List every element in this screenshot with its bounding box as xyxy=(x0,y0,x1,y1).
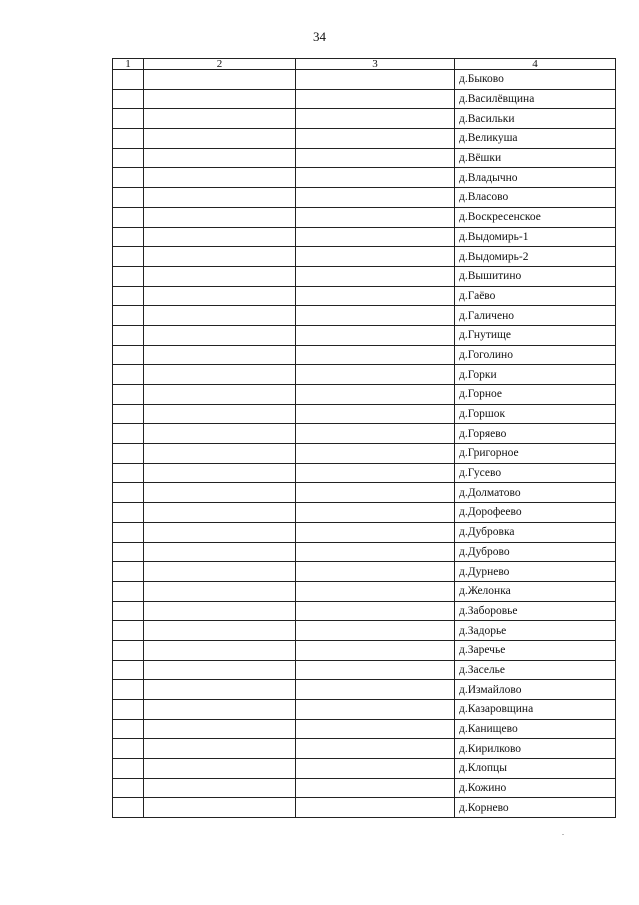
empty-cell-col-1 xyxy=(113,503,144,523)
empty-cell-col-1 xyxy=(113,129,144,149)
settlement-name-cell: д.Григорное xyxy=(455,444,616,464)
empty-cell-col-3 xyxy=(296,562,455,582)
table-header-row xyxy=(113,59,616,70)
empty-cell-col-1 xyxy=(113,581,144,601)
empty-cell-col-1 xyxy=(113,266,144,286)
empty-cell-col-2 xyxy=(144,463,296,483)
empty-cell-col-1 xyxy=(113,168,144,188)
settlement-name-cell: д.Измайлово xyxy=(455,680,616,700)
empty-cell-col-2 xyxy=(144,483,296,503)
settlement-name-cell: д.Дурнево xyxy=(455,562,616,582)
empty-cell-col-3 xyxy=(296,306,455,326)
empty-cell-col-3 xyxy=(296,444,455,464)
empty-cell-col-3 xyxy=(296,581,455,601)
empty-cell-col-1 xyxy=(113,404,144,424)
empty-cell-col-3 xyxy=(296,680,455,700)
empty-cell-col-3 xyxy=(296,325,455,345)
empty-cell-col-2 xyxy=(144,70,296,90)
settlement-name-cell: д.Гусево xyxy=(455,463,616,483)
empty-cell-col-2 xyxy=(144,542,296,562)
settlement-name-cell: д.Гаёво xyxy=(455,286,616,306)
table-row xyxy=(113,680,616,700)
table-row xyxy=(113,798,616,818)
table-row xyxy=(113,365,616,385)
table-row xyxy=(113,129,616,149)
empty-cell-col-1 xyxy=(113,798,144,818)
empty-cell-col-2 xyxy=(144,581,296,601)
table-row xyxy=(113,444,616,464)
empty-cell-col-3 xyxy=(296,207,455,227)
settlement-name-cell: д.Клопцы xyxy=(455,759,616,779)
column-header-2: 2 xyxy=(144,59,296,70)
table-row xyxy=(113,660,616,680)
empty-cell-col-2 xyxy=(144,444,296,464)
empty-cell-col-2 xyxy=(144,227,296,247)
empty-cell-col-1 xyxy=(113,444,144,464)
table-row xyxy=(113,168,616,188)
empty-cell-col-3 xyxy=(296,385,455,405)
empty-cell-col-2 xyxy=(144,562,296,582)
empty-cell-col-2 xyxy=(144,207,296,227)
empty-cell-col-1 xyxy=(113,700,144,720)
settlement-name-cell: д.Горшок xyxy=(455,404,616,424)
empty-cell-col-1 xyxy=(113,778,144,798)
settlements-table xyxy=(112,58,616,818)
table-row xyxy=(113,325,616,345)
empty-cell-col-2 xyxy=(144,700,296,720)
settlement-name-cell: д.Канищево xyxy=(455,719,616,739)
empty-cell-col-1 xyxy=(113,483,144,503)
empty-cell-col-2 xyxy=(144,306,296,326)
settlement-name-cell: д.Заречье xyxy=(455,640,616,660)
empty-cell-col-2 xyxy=(144,168,296,188)
empty-cell-col-3 xyxy=(296,503,455,523)
table-row xyxy=(113,266,616,286)
table-row xyxy=(113,503,616,523)
settlement-name-cell: д.Гнутище xyxy=(455,325,616,345)
empty-cell-col-2 xyxy=(144,601,296,621)
empty-cell-col-2 xyxy=(144,798,296,818)
empty-cell-col-3 xyxy=(296,424,455,444)
empty-cell-col-1 xyxy=(113,286,144,306)
empty-cell-col-2 xyxy=(144,188,296,208)
empty-cell-col-3 xyxy=(296,227,455,247)
empty-cell-col-2 xyxy=(144,148,296,168)
empty-cell-col-2 xyxy=(144,129,296,149)
empty-cell-col-3 xyxy=(296,640,455,660)
settlement-name-cell: д.Владычно xyxy=(455,168,616,188)
empty-cell-col-2 xyxy=(144,325,296,345)
table-row xyxy=(113,542,616,562)
settlement-name-cell: д.Казаровщина xyxy=(455,700,616,720)
empty-cell-col-1 xyxy=(113,345,144,365)
settlement-name-cell: д.Задорье xyxy=(455,621,616,641)
empty-cell-col-2 xyxy=(144,385,296,405)
empty-cell-col-3 xyxy=(296,601,455,621)
empty-cell-col-3 xyxy=(296,463,455,483)
empty-cell-col-2 xyxy=(144,522,296,542)
settlement-name-cell: д.Воскресенское xyxy=(455,207,616,227)
empty-cell-col-3 xyxy=(296,522,455,542)
settlement-name-cell: д.Горки xyxy=(455,365,616,385)
settlement-name-cell: д.Кожино xyxy=(455,778,616,798)
empty-cell-col-2 xyxy=(144,345,296,365)
empty-cell-col-3 xyxy=(296,483,455,503)
empty-cell-col-2 xyxy=(144,503,296,523)
empty-cell-col-2 xyxy=(144,759,296,779)
empty-cell-col-3 xyxy=(296,129,455,149)
empty-cell-col-1 xyxy=(113,207,144,227)
empty-cell-col-3 xyxy=(296,542,455,562)
settlement-name-cell: д.Дуброво xyxy=(455,542,616,562)
empty-cell-col-2 xyxy=(144,109,296,129)
table-row xyxy=(113,286,616,306)
empty-cell-col-2 xyxy=(144,739,296,759)
settlement-name-cell: д.Дорофеево xyxy=(455,503,616,523)
empty-cell-col-2 xyxy=(144,286,296,306)
empty-cell-col-1 xyxy=(113,70,144,90)
table-row xyxy=(113,188,616,208)
empty-cell-col-1 xyxy=(113,188,144,208)
empty-cell-col-3 xyxy=(296,798,455,818)
settlement-name-cell: д.Засельe xyxy=(455,660,616,680)
empty-cell-col-2 xyxy=(144,89,296,109)
empty-cell-col-1 xyxy=(113,739,144,759)
table-row xyxy=(113,247,616,267)
empty-cell-col-2 xyxy=(144,266,296,286)
empty-cell-col-2 xyxy=(144,365,296,385)
empty-cell-col-3 xyxy=(296,365,455,385)
settlement-name-cell: д.Желонка xyxy=(455,581,616,601)
empty-cell-col-3 xyxy=(296,148,455,168)
table-row xyxy=(113,148,616,168)
empty-cell-col-3 xyxy=(296,739,455,759)
empty-cell-col-1 xyxy=(113,325,144,345)
table-row xyxy=(113,739,616,759)
settlement-name-cell: д.Гоголино xyxy=(455,345,616,365)
empty-cell-col-2 xyxy=(144,719,296,739)
table-row xyxy=(113,385,616,405)
empty-cell-col-3 xyxy=(296,266,455,286)
empty-cell-col-1 xyxy=(113,522,144,542)
settlement-name-cell: д.Долматово xyxy=(455,483,616,503)
column-header-3: 3 xyxy=(296,59,455,70)
settlement-name-cell: д.Вышитино xyxy=(455,266,616,286)
empty-cell-col-1 xyxy=(113,660,144,680)
scan-speck xyxy=(562,834,564,835)
settlement-name-cell: д.Великуша xyxy=(455,129,616,149)
empty-cell-col-1 xyxy=(113,680,144,700)
empty-cell-col-2 xyxy=(144,640,296,660)
empty-cell-col-1 xyxy=(113,621,144,641)
table-row xyxy=(113,719,616,739)
table-body xyxy=(113,70,616,818)
settlement-name-cell: д.Вёшки xyxy=(455,148,616,168)
empty-cell-col-3 xyxy=(296,109,455,129)
table-row xyxy=(113,404,616,424)
empty-cell-col-2 xyxy=(144,778,296,798)
table-row xyxy=(113,483,616,503)
empty-cell-col-1 xyxy=(113,759,144,779)
settlement-name-cell: д.Дубровка xyxy=(455,522,616,542)
empty-cell-col-1 xyxy=(113,640,144,660)
table-row xyxy=(113,621,616,641)
empty-cell-col-1 xyxy=(113,601,144,621)
empty-cell-col-3 xyxy=(296,621,455,641)
empty-cell-col-2 xyxy=(144,404,296,424)
settlement-name-cell: д.Заборовье xyxy=(455,601,616,621)
empty-cell-col-3 xyxy=(296,286,455,306)
empty-cell-col-3 xyxy=(296,660,455,680)
settlement-name-cell: д.Горное xyxy=(455,385,616,405)
empty-cell-col-3 xyxy=(296,188,455,208)
table-row xyxy=(113,562,616,582)
column-header-1: 1 xyxy=(113,59,144,70)
empty-cell-col-3 xyxy=(296,70,455,90)
settlement-name-cell: д.Корнево xyxy=(455,798,616,818)
empty-cell-col-1 xyxy=(113,306,144,326)
empty-cell-col-2 xyxy=(144,621,296,641)
empty-cell-col-2 xyxy=(144,424,296,444)
table-row xyxy=(113,424,616,444)
settlement-name-cell: д.Васильки xyxy=(455,109,616,129)
table-row xyxy=(113,345,616,365)
empty-cell-col-3 xyxy=(296,404,455,424)
empty-cell-col-1 xyxy=(113,148,144,168)
empty-cell-col-3 xyxy=(296,345,455,365)
empty-cell-col-3 xyxy=(296,89,455,109)
empty-cell-col-2 xyxy=(144,660,296,680)
empty-cell-col-1 xyxy=(113,89,144,109)
settlement-name-cell: д.Выдомирь-1 xyxy=(455,227,616,247)
empty-cell-col-1 xyxy=(113,542,144,562)
empty-cell-col-3 xyxy=(296,700,455,720)
table-row xyxy=(113,207,616,227)
table-row xyxy=(113,227,616,247)
empty-cell-col-1 xyxy=(113,385,144,405)
empty-cell-col-1 xyxy=(113,247,144,267)
empty-cell-col-3 xyxy=(296,759,455,779)
table-row xyxy=(113,778,616,798)
empty-cell-col-1 xyxy=(113,109,144,129)
empty-cell-col-3 xyxy=(296,168,455,188)
table-row xyxy=(113,306,616,326)
empty-cell-col-1 xyxy=(113,365,144,385)
table-row xyxy=(113,522,616,542)
table-row xyxy=(113,463,616,483)
table-row xyxy=(113,759,616,779)
table-row xyxy=(113,89,616,109)
settlement-name-cell: д.Галичено xyxy=(455,306,616,326)
empty-cell-col-3 xyxy=(296,719,455,739)
empty-cell-col-3 xyxy=(296,247,455,267)
empty-cell-col-2 xyxy=(144,680,296,700)
table-row xyxy=(113,601,616,621)
settlement-name-cell: д.Выдомирь-2 xyxy=(455,247,616,267)
table-row xyxy=(113,70,616,90)
empty-cell-col-3 xyxy=(296,778,455,798)
settlement-name-cell: д.Кирилково xyxy=(455,739,616,759)
empty-cell-col-1 xyxy=(113,463,144,483)
empty-cell-col-1 xyxy=(113,227,144,247)
page-number: 34 xyxy=(313,29,326,44)
empty-cell-col-1 xyxy=(113,424,144,444)
table-row xyxy=(113,581,616,601)
settlement-name-cell: д.Василёвщина xyxy=(455,89,616,109)
table-row xyxy=(113,700,616,720)
settlement-name-cell: д.Быково xyxy=(455,70,616,90)
empty-cell-col-1 xyxy=(113,719,144,739)
settlement-name-cell: д.Власово xyxy=(455,188,616,208)
settlement-name-cell: д.Горяево xyxy=(455,424,616,444)
empty-cell-col-1 xyxy=(113,562,144,582)
column-header-4: 4 xyxy=(455,59,616,70)
table-row xyxy=(113,109,616,129)
table-row xyxy=(113,640,616,660)
empty-cell-col-2 xyxy=(144,247,296,267)
